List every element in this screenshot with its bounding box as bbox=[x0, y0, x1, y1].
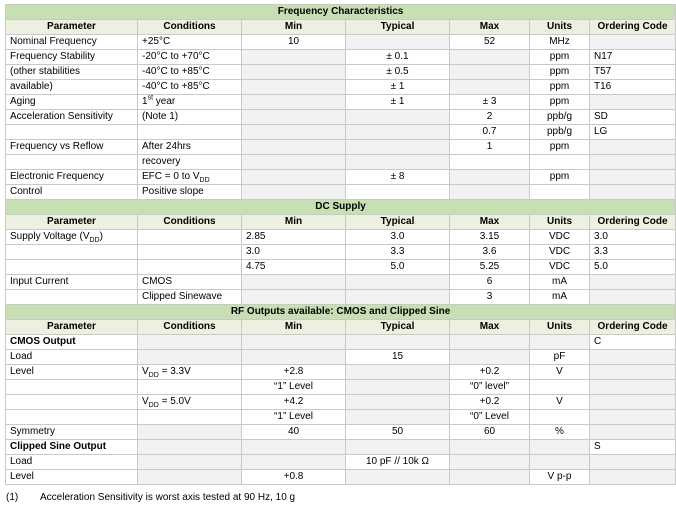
cell-conditions bbox=[138, 395, 242, 410]
col-header-units: Units bbox=[530, 20, 590, 35]
param-subscript: DD bbox=[89, 237, 100, 244]
cell-min bbox=[242, 140, 346, 155]
table-row bbox=[6, 290, 676, 305]
cell-parameter: (other stabilities bbox=[6, 65, 138, 80]
cell-parameter bbox=[6, 395, 138, 410]
cell-parameter: Level bbox=[6, 470, 138, 485]
cell-ordering-code bbox=[590, 425, 676, 440]
table-row bbox=[6, 170, 676, 185]
cell-conditions bbox=[138, 365, 242, 380]
table-row bbox=[6, 410, 676, 425]
cell-max: “0” Level bbox=[450, 410, 530, 425]
cell-min bbox=[242, 185, 346, 200]
cell-typical bbox=[346, 275, 450, 290]
cell-min: 10 bbox=[242, 35, 346, 50]
col-header-typical: Typical bbox=[346, 215, 450, 230]
cell-ordering-code: T57 bbox=[590, 65, 676, 80]
cell-parameter: Electronic Frequency bbox=[6, 170, 138, 185]
header-row bbox=[6, 215, 676, 230]
footnote bbox=[6, 492, 295, 503]
cell-min bbox=[242, 50, 346, 65]
cell-typical: ± 8 bbox=[346, 170, 450, 185]
section-title: DC Supply bbox=[6, 200, 676, 215]
cell-min: “1” Level bbox=[242, 380, 346, 395]
cell-parameter: Load bbox=[6, 455, 138, 470]
table-row bbox=[6, 125, 676, 140]
cell-typical bbox=[346, 125, 450, 140]
cell-max bbox=[450, 170, 530, 185]
cell-min: +0.8 bbox=[242, 470, 346, 485]
cell-conditions bbox=[138, 230, 242, 245]
cell-ordering-code: N17 bbox=[590, 50, 676, 65]
col-header-typical: Typical bbox=[346, 320, 450, 335]
cond-text: = 5.0V bbox=[158, 396, 191, 407]
cell-parameter: Acceleration Sensitivity bbox=[6, 110, 138, 125]
cell-conditions bbox=[138, 350, 242, 365]
cell-units: ppm bbox=[530, 170, 590, 185]
cell-units: VDC bbox=[530, 230, 590, 245]
spec-table bbox=[5, 4, 676, 485]
cell-min: 3.0 bbox=[242, 245, 346, 260]
cell-max: 1 bbox=[450, 140, 530, 155]
cell-max: +0.2 bbox=[450, 365, 530, 380]
cell-ordering-code bbox=[590, 170, 676, 185]
cell-units bbox=[530, 335, 590, 350]
cell-conditions: Positive slope bbox=[138, 185, 242, 200]
table-row bbox=[6, 185, 676, 200]
cond-superscript: st bbox=[147, 94, 154, 102]
cell-units: VDC bbox=[530, 245, 590, 260]
cell-parameter bbox=[6, 380, 138, 395]
table-row bbox=[6, 275, 676, 290]
cond-subscript: DD bbox=[199, 177, 210, 184]
table-row bbox=[6, 395, 676, 410]
cell-parameter: Nominal Frequency bbox=[6, 35, 138, 50]
cell-max bbox=[450, 350, 530, 365]
cell-parameter: available) bbox=[6, 80, 138, 95]
footnote-text: Acceleration Sensitivity is worst axis tested at 90 Hz, 10 g bbox=[40, 492, 296, 503]
cell-min bbox=[242, 95, 346, 110]
cell-parameter bbox=[6, 410, 138, 425]
cell-conditions bbox=[138, 245, 242, 260]
cell-typical: 10 pF // 10k Ω bbox=[346, 455, 450, 470]
table-row bbox=[6, 80, 676, 95]
table-row bbox=[6, 110, 676, 125]
cell-conditions: -20°C to +70°C bbox=[138, 50, 242, 65]
col-header-conditions: Conditions bbox=[138, 20, 242, 35]
cell-parameter bbox=[6, 125, 138, 140]
cell-units: V bbox=[530, 365, 590, 380]
col-header-units: Units bbox=[530, 215, 590, 230]
cell-typical bbox=[346, 395, 450, 410]
cell-units bbox=[530, 455, 590, 470]
cell-typical: 3.3 bbox=[346, 245, 450, 260]
cell-ordering-code: 5.0 bbox=[590, 260, 676, 275]
cell-units: V p-p bbox=[530, 470, 590, 485]
cell-units: ppm bbox=[530, 50, 590, 65]
cond-subscript: DD bbox=[148, 402, 159, 409]
cell-typical bbox=[346, 290, 450, 305]
cell-ordering-code bbox=[590, 140, 676, 155]
cell-units: VDC bbox=[530, 260, 590, 275]
col-header-parameter: Parameter bbox=[6, 320, 138, 335]
cell-conditions: recovery bbox=[138, 155, 242, 170]
col-header-min: Min bbox=[242, 215, 346, 230]
table-row bbox=[6, 350, 676, 365]
cell-parameter bbox=[6, 245, 138, 260]
cell-units: ppm bbox=[530, 80, 590, 95]
cell-units: ppm bbox=[530, 95, 590, 110]
cell-parameter bbox=[6, 230, 138, 245]
table-row bbox=[6, 260, 676, 275]
cell-conditions: -40°C to +85°C bbox=[138, 80, 242, 95]
table-row bbox=[6, 245, 676, 260]
cell-max: “0” level” bbox=[450, 380, 530, 395]
cell-conditions: After 24hrs bbox=[138, 140, 242, 155]
table-row bbox=[6, 140, 676, 155]
cell-parameter: Load bbox=[6, 350, 138, 365]
col-header-min: Min bbox=[242, 20, 346, 35]
cell-max: 3.6 bbox=[450, 245, 530, 260]
table-row bbox=[6, 425, 676, 440]
cell-conditions bbox=[138, 335, 242, 350]
cell-ordering-code bbox=[590, 470, 676, 485]
col-header-conditions: Conditions bbox=[138, 320, 242, 335]
cell-units: mA bbox=[530, 275, 590, 290]
cell-conditions bbox=[138, 125, 242, 140]
cell-typical: ± 0.5 bbox=[346, 65, 450, 80]
cell-parameter: Input Current bbox=[6, 275, 138, 290]
cell-max bbox=[450, 65, 530, 80]
col-header-ordering-code: Ordering Code bbox=[590, 20, 676, 35]
cell-max: ± 3 bbox=[450, 95, 530, 110]
cell-parameter bbox=[6, 155, 138, 170]
cell-max: 60 bbox=[450, 425, 530, 440]
cell-ordering-code bbox=[590, 185, 676, 200]
cell-conditions bbox=[138, 380, 242, 395]
cell-parameter: Frequency Stability bbox=[6, 50, 138, 65]
cell-units bbox=[530, 410, 590, 425]
col-header-conditions: Conditions bbox=[138, 215, 242, 230]
table-row bbox=[6, 335, 676, 350]
cell-min bbox=[242, 455, 346, 470]
param-text: Supply Voltage (V bbox=[10, 231, 90, 242]
cell-typical bbox=[346, 35, 450, 50]
cell-units bbox=[530, 380, 590, 395]
cell-ordering-code bbox=[590, 410, 676, 425]
col-header-max: Max bbox=[450, 320, 530, 335]
cell-units bbox=[530, 185, 590, 200]
section-title: RF Outputs available: CMOS and Clipped Sine bbox=[6, 305, 676, 320]
col-header-typical: Typical bbox=[346, 20, 450, 35]
cell-min: +4.2 bbox=[242, 395, 346, 410]
cell-max: 52 bbox=[450, 35, 530, 50]
section-title-row bbox=[6, 200, 676, 215]
cell-max bbox=[450, 335, 530, 350]
table-row bbox=[6, 380, 676, 395]
col-header-ordering-code: Ordering Code bbox=[590, 215, 676, 230]
cell-min bbox=[242, 155, 346, 170]
cell-conditions bbox=[138, 470, 242, 485]
cell-parameter: CMOS Output bbox=[6, 335, 138, 350]
cell-max: 2 bbox=[450, 110, 530, 125]
cell-units: % bbox=[530, 425, 590, 440]
table-row bbox=[6, 230, 676, 245]
cell-ordering-code: T16 bbox=[590, 80, 676, 95]
cell-units bbox=[530, 440, 590, 455]
cell-typical: 50 bbox=[346, 425, 450, 440]
cell-typical bbox=[346, 110, 450, 125]
cell-units: pF bbox=[530, 350, 590, 365]
cell-units bbox=[530, 155, 590, 170]
col-header-parameter: Parameter bbox=[6, 20, 138, 35]
cell-conditions: CMOS bbox=[138, 275, 242, 290]
cell-parameter bbox=[6, 290, 138, 305]
cell-max: 5.25 bbox=[450, 260, 530, 275]
param-text: ) bbox=[99, 231, 103, 242]
col-header-max: Max bbox=[450, 20, 530, 35]
col-header-min: Min bbox=[242, 320, 346, 335]
cell-ordering-code bbox=[590, 350, 676, 365]
cell-max bbox=[450, 185, 530, 200]
cell-conditions bbox=[138, 260, 242, 275]
cell-parameter: Clipped Sine Output bbox=[6, 440, 138, 455]
cond-text: year bbox=[153, 96, 176, 107]
table-row bbox=[6, 440, 676, 455]
col-header-max: Max bbox=[450, 215, 530, 230]
cell-max: 6 bbox=[450, 275, 530, 290]
cell-min: “1” Level bbox=[242, 410, 346, 425]
cell-typical: ± 0.1 bbox=[346, 50, 450, 65]
cell-min: 2.85 bbox=[242, 230, 346, 245]
col-header-units: Units bbox=[530, 320, 590, 335]
cell-conditions bbox=[138, 425, 242, 440]
cond-text: 1 bbox=[142, 96, 148, 107]
cell-conditions bbox=[138, 170, 242, 185]
cell-typical: 3.0 bbox=[346, 230, 450, 245]
cell-min bbox=[242, 80, 346, 95]
cell-parameter: Symmetry bbox=[6, 425, 138, 440]
cell-typical bbox=[346, 380, 450, 395]
cell-units: ppm bbox=[530, 65, 590, 80]
cell-max bbox=[450, 80, 530, 95]
col-header-parameter: Parameter bbox=[6, 215, 138, 230]
cell-ordering-code bbox=[590, 155, 676, 170]
cell-conditions bbox=[138, 410, 242, 425]
cell-conditions: Clipped Sinewave bbox=[138, 290, 242, 305]
cell-max bbox=[450, 440, 530, 455]
cell-parameter bbox=[6, 260, 138, 275]
table-row bbox=[6, 470, 676, 485]
cell-units: ppb/g bbox=[530, 125, 590, 140]
cell-ordering-code: LG bbox=[590, 125, 676, 140]
cell-ordering-code bbox=[590, 380, 676, 395]
cell-min bbox=[242, 350, 346, 365]
cell-typical bbox=[346, 410, 450, 425]
cell-min: +2.8 bbox=[242, 365, 346, 380]
cell-typical bbox=[346, 185, 450, 200]
cell-min bbox=[242, 170, 346, 185]
cond-text: V bbox=[142, 396, 149, 407]
cell-min bbox=[242, 275, 346, 290]
cell-units: MHz bbox=[530, 35, 590, 50]
cell-ordering-code bbox=[590, 365, 676, 380]
cell-max bbox=[450, 455, 530, 470]
cell-typical: ± 1 bbox=[346, 80, 450, 95]
table-row bbox=[6, 65, 676, 80]
cell-units: V bbox=[530, 395, 590, 410]
table-row bbox=[6, 35, 676, 50]
cell-typical bbox=[346, 440, 450, 455]
cell-conditions: +25°C bbox=[138, 35, 242, 50]
cell-max: 0.7 bbox=[450, 125, 530, 140]
footnote-number: (1) bbox=[6, 492, 19, 503]
cell-max bbox=[450, 155, 530, 170]
cell-ordering-code: 3.0 bbox=[590, 230, 676, 245]
cell-min bbox=[242, 125, 346, 140]
cell-ordering-code: S bbox=[590, 440, 676, 455]
cell-typical bbox=[346, 335, 450, 350]
cell-typical: 15 bbox=[346, 350, 450, 365]
cond-text: EFC = 0 to V bbox=[142, 171, 200, 182]
cell-max: +0.2 bbox=[450, 395, 530, 410]
table-row bbox=[6, 155, 676, 170]
cell-ordering-code bbox=[590, 290, 676, 305]
cell-max: 3 bbox=[450, 290, 530, 305]
section-title-row bbox=[6, 5, 676, 20]
cell-typical bbox=[346, 470, 450, 485]
cell-min bbox=[242, 290, 346, 305]
cell-min: 4.75 bbox=[242, 260, 346, 275]
cell-min bbox=[242, 440, 346, 455]
cell-min: 40 bbox=[242, 425, 346, 440]
cell-ordering-code bbox=[590, 395, 676, 410]
cell-typical bbox=[346, 365, 450, 380]
table-row bbox=[6, 455, 676, 470]
cell-ordering-code bbox=[590, 275, 676, 290]
cell-units: ppb/g bbox=[530, 110, 590, 125]
section-title: Frequency Characteristics bbox=[6, 5, 676, 20]
cell-conditions bbox=[138, 440, 242, 455]
cell-parameter: Level bbox=[6, 365, 138, 380]
table-row bbox=[6, 365, 676, 380]
cell-parameter: Control bbox=[6, 185, 138, 200]
cell-ordering-code: 3.3 bbox=[590, 245, 676, 260]
cell-typical: ± 1 bbox=[346, 95, 450, 110]
cell-max bbox=[450, 470, 530, 485]
cell-ordering-code bbox=[590, 35, 676, 50]
cell-conditions bbox=[138, 455, 242, 470]
cell-parameter: Frequency vs Reflow bbox=[6, 140, 138, 155]
cell-min bbox=[242, 335, 346, 350]
cell-ordering-code bbox=[590, 95, 676, 110]
section-title-row bbox=[6, 305, 676, 320]
cell-conditions bbox=[138, 95, 242, 110]
cell-ordering-code: SD bbox=[590, 110, 676, 125]
table-row bbox=[6, 50, 676, 65]
cell-typical: 5.0 bbox=[346, 260, 450, 275]
cell-min bbox=[242, 65, 346, 80]
cell-max: 3.15 bbox=[450, 230, 530, 245]
cell-conditions: (Note 1) bbox=[138, 110, 242, 125]
col-header-ordering-code: Ordering Code bbox=[590, 320, 676, 335]
cell-typical bbox=[346, 140, 450, 155]
cell-typical bbox=[346, 155, 450, 170]
header-row bbox=[6, 320, 676, 335]
cell-max bbox=[450, 50, 530, 65]
cond-text: = 3.3V bbox=[158, 366, 191, 377]
cell-ordering-code bbox=[590, 455, 676, 470]
cell-parameter: Aging bbox=[6, 95, 138, 110]
cell-units: ppm bbox=[530, 140, 590, 155]
cell-ordering-code: C bbox=[590, 335, 676, 350]
cond-text: V bbox=[142, 366, 149, 377]
cell-min bbox=[242, 110, 346, 125]
cell-conditions: -40°C to +85°C bbox=[138, 65, 242, 80]
header-row bbox=[6, 20, 676, 35]
cell-units: mA bbox=[530, 290, 590, 305]
table-row bbox=[6, 95, 676, 110]
cond-subscript: DD bbox=[148, 372, 159, 379]
